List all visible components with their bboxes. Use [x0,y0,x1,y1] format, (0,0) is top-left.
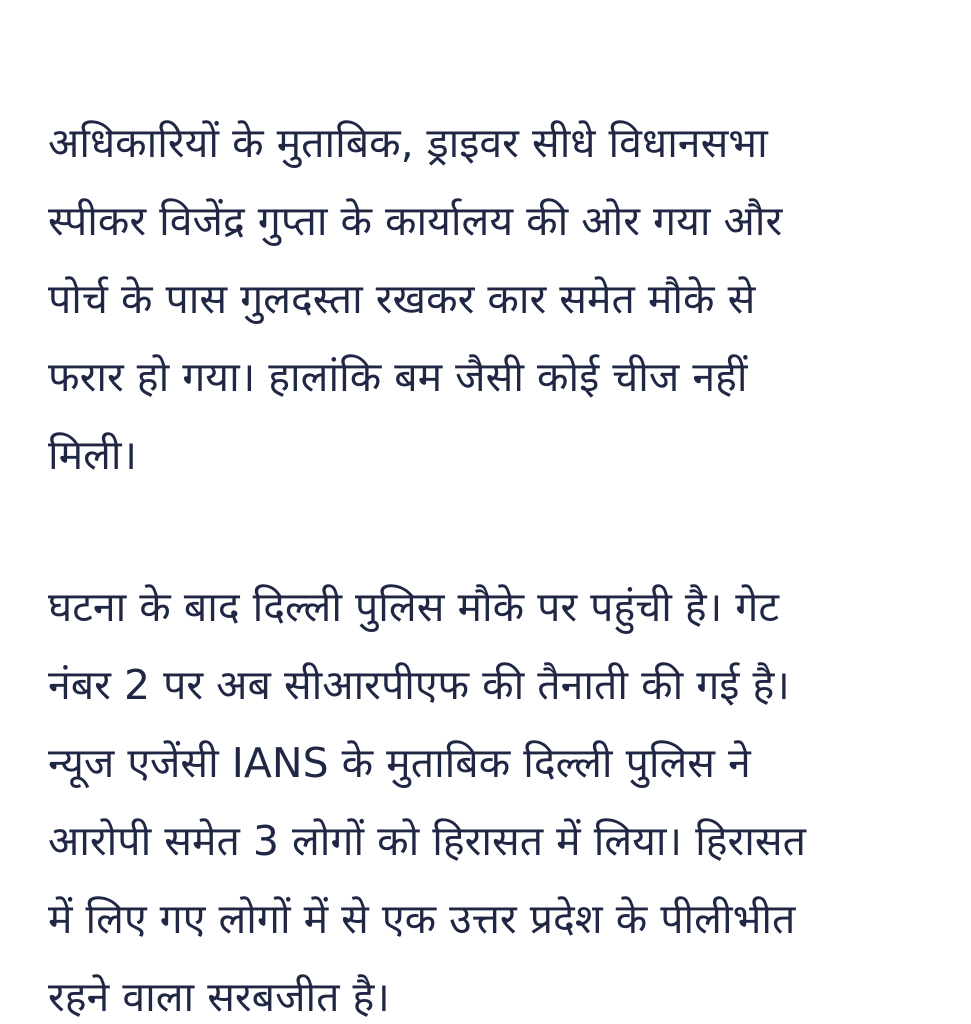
paragraph-2-line-1: घटना के बाद दिल्ली पुलिस मौके पर पहुंची है। गेट [48,583,780,631]
paragraph-2 [48,568,928,1024]
paragraph-1-line-3: पोर्च के पास गुलदस्ता रखकर कार समेत मौके से [48,275,756,323]
paragraph-2-line-5: में लिए गए लोगों में से एक उत्तर प्रदेश के पीलीभीत [48,895,796,943]
paragraph-2-line-3: न्यूज एजेंसी IANS के मुताबिक दिल्ली पुलिस ने [48,739,751,787]
paragraph-1-line-4: फरार हो गया। हालांकि बम जैसी कोई चीज नहीं [48,353,748,401]
paragraph-1 [48,104,928,494]
paragraph-1-line-5: मिली। [48,431,138,479]
article-body [48,104,928,1024]
paragraph-1-line-2: स्पीकर विजेंद्र गुप्ता के कार्यालय की ओर गया और [48,197,783,245]
paragraph-2-line-4: आरोपी समेत 3 लोगों को हिरासत में लिया। हिरासत [48,817,806,865]
paragraph-2-line-6: रहने वाला सरबजीत है। [48,973,390,1021]
paragraph-1-line-1: अधिकारियों के मुताबिक, ड्राइवर सीधे विधानसभा [48,119,768,167]
paragraph-2-line-2: नंबर 2 पर अब सीआरपीएफ की तैनाती की गई है। [48,661,790,709]
